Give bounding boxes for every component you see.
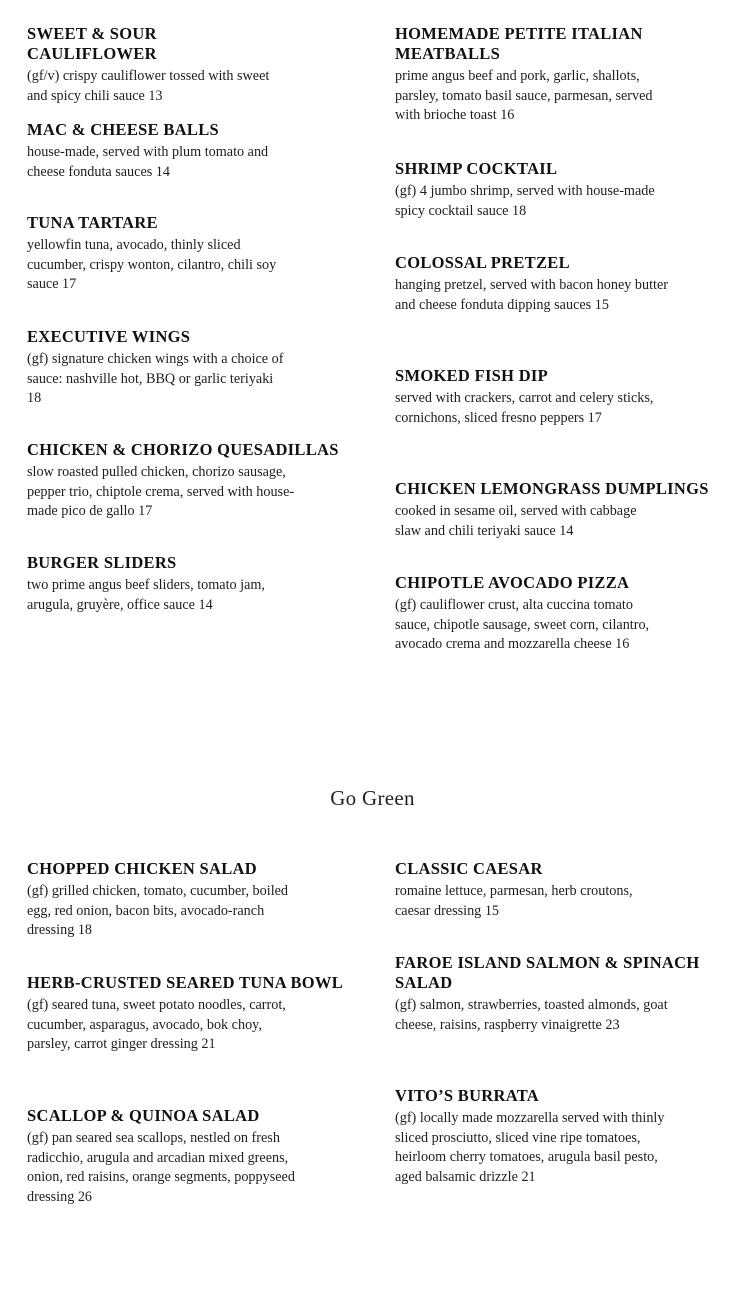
menu-item-name: MAC & CHEESE BALLS — [27, 120, 219, 139]
menu-item — [27, 553, 279, 615]
menu-item-name: SWEET & SOUR CAULIFLOWER — [27, 24, 157, 63]
menu-item — [395, 479, 725, 541]
menu-item — [395, 573, 653, 655]
menu-item — [395, 1086, 680, 1187]
menu-item-name: SCALLOP & QUINOA SALAD — [27, 1106, 260, 1125]
menu-item-description: (gf) cauliflower crust, alta cuccina tomato sauce, chipotle sausage, sweet corn, cilantro, avocado crema and mozzarella cheese 16 — [395, 597, 650, 652]
starters-right-column — [395, 24, 725, 652]
menu-item — [395, 859, 640, 921]
menu-item-description: (gf) grilled chicken, tomato, cucumber, boiled egg, red onion, bacon bits, avocado-ranch dressing 18 — [27, 883, 289, 938]
menu-item-description: yellowfin tuna, avocado, thinly sliced cucumber, crispy wonton, cilantro, chili soy sauce 17 — [27, 237, 277, 292]
menu-item — [27, 1106, 299, 1207]
menu-item — [395, 24, 657, 126]
go-green-right-column — [395, 859, 725, 1185]
menu-item-name: BURGER SLIDERS — [27, 553, 177, 572]
menu-item-name: HERB-CRUSTED SEARED TUNA BOWL — [27, 973, 344, 992]
menu-item-name: CHICKEN LEMONGRASS DUMPLINGS — [395, 479, 709, 498]
menu-item-description: (gf) locally made mozzarella served with thinly sliced prosciutto, sliced vine ripe tomatoes, heirloom cherry tomatoes, arugula basil pesto, aged balsamic drizzle 21 — [395, 1110, 665, 1185]
menu-item — [27, 327, 289, 409]
menu-item-name: HOMEMADE PETITE ITALIAN MEATBALLS — [395, 24, 643, 63]
menu-item — [395, 366, 670, 428]
menu-item-description: hanging pretzel, served with bacon honey butter and cheese fonduta dipping sauces 15 — [395, 277, 669, 313]
go-green-left-column — [27, 859, 367, 1205]
menu-item-description: (gf/v) crispy cauliflower tossed with sweet and spicy chili sauce 13 — [27, 68, 270, 104]
menu-item-name: CHIPOTLE AVOCADO PIZZA — [395, 573, 630, 592]
menu-item-name: TUNA TARTARE — [27, 213, 158, 232]
menu-item-description: two prime angus beef sliders, tomato jam, arugula, gruyère, office sauce 14 — [27, 577, 265, 613]
section-title-go-green: Go Green — [330, 786, 415, 810]
menu-item — [27, 440, 367, 522]
menu-item-name: CLASSIC CAESAR — [395, 859, 543, 878]
menu-item-name: CHOPPED CHICKEN SALAD — [27, 859, 257, 878]
menu-item — [395, 953, 725, 1035]
menu-item — [27, 213, 299, 295]
menu-item-name: FAROE ISLAND SALMON & SPINACH SALAD — [395, 953, 700, 992]
menu-item — [27, 973, 367, 1055]
menu-item-description: (gf) 4 jumbo shrimp, served with house-made spicy cocktail sauce 18 — [395, 183, 655, 219]
starters-left-column — [27, 24, 367, 613]
menu-item-name: SMOKED FISH DIP — [395, 366, 549, 385]
menu-item-name: CHICKEN & CHORIZO QUESADILLAS — [27, 440, 339, 459]
menu-item — [27, 120, 289, 182]
menu-item-description: served with crackers, carrot and celery sticks, cornichons, sliced fresno peppers 17 — [395, 390, 654, 426]
menu-item-description: (gf) seared tuna, sweet potato noodles, carrot, cucumber, asparagus, avocado, bok choy, parsley, carrot ginger dressing 21 — [27, 997, 286, 1052]
menu-item-description: prime angus beef and pork, garlic, shallots, parsley, tomato basil sauce, parmesan, served with brioche toast 16 — [395, 68, 653, 123]
menu-item — [395, 253, 675, 315]
menu-item-description: cooked in sesame oil, served with cabbage slaw and chili teriyaki sauce 14 — [395, 503, 637, 539]
menu-item-name: SHRIMP COCKTAIL — [395, 159, 558, 178]
menu-item — [395, 159, 665, 221]
menu-item-name: COLOSSAL PRETZEL — [395, 253, 570, 272]
menu-item-name: EXECUTIVE WINGS — [27, 327, 191, 346]
menu-item-description: house-made, served with plum tomato and cheese fonduta sauces 14 — [27, 144, 269, 180]
menu-item — [27, 24, 272, 106]
menu-item-name: VITO’S BURRATA — [395, 1086, 540, 1105]
menu-item-description: (gf) signature chicken wings with a choice of sauce: nashville hot, BBQ or garlic teriyaki 18 — [27, 351, 284, 406]
menu-item — [27, 859, 289, 941]
menu-item-description: (gf) pan seared sea scallops, nestled on fresh radicchio, arugula and arcadian mixed greens, onion, red raisins, orange segments, poppyseed dressing 26 — [27, 1130, 295, 1205]
menu-item-description: slow roasted pulled chicken, chorizo sausage, pepper trio, chiptole crema, served with house-made pico de gallo 17 — [27, 464, 295, 519]
menu-item-description: (gf) salmon, strawberries, toasted almonds, goat cheese, raisins, raspberry vinaigrette 23 — [395, 997, 668, 1033]
menu-item-description: romaine lettuce, parmesan, herb croutons, caesar dressing 15 — [395, 883, 633, 919]
